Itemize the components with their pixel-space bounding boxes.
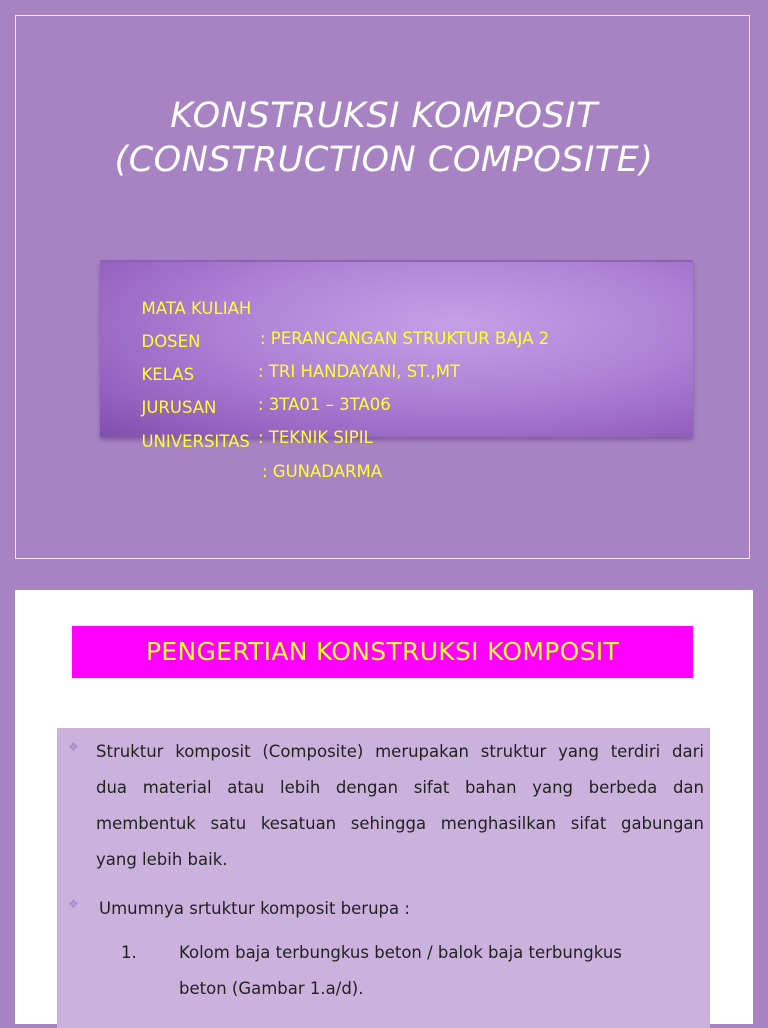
info-value: : PERANCANGAN STRUKTUR BAJA 2 — [260, 329, 550, 348]
section-heading-box — [72, 626, 693, 678]
info-label: UNIVERSITAS — [141, 432, 250, 451]
content-box — [57, 728, 710, 1028]
bullet-paragraph-1 — [96, 734, 704, 878]
list-item-line: Kolom baja terbungkus beton / balok baja terbungkus — [179, 943, 622, 962]
info-value: : GUNADARMA — [262, 462, 382, 481]
section-heading: PENGERTIAN KONSTRUKSI KOMPOSIT — [145, 637, 620, 666]
info-value: : 3TA01 – 3TA06 — [258, 395, 391, 414]
info-value: : TRI HANDAYANI, ST.,MT — [258, 362, 461, 381]
info-label: JURUSAN — [141, 398, 217, 417]
diamond-bullet-icon: ❖ — [68, 897, 79, 911]
title-line-2: (CONSTRUCTION COMPOSITE) — [114, 140, 654, 180]
definition-slide — [15, 590, 753, 1024]
course-info-box — [100, 260, 693, 481]
list-item-line: beton (Gambar 1.a/d). — [179, 979, 364, 998]
title-line-1: KONSTRUKSI KOMPOSIT — [170, 96, 598, 136]
info-label: MATA KULIAH — [141, 299, 252, 318]
diamond-bullet-icon: ❖ — [68, 740, 79, 754]
paragraph-line: dua material atau lebih dengan sifat bahan yang berbeda dan — [96, 778, 704, 797]
info-label: KELAS — [141, 365, 195, 384]
paragraph-line: Struktur komposit (Composite) merupakan struktur yang terdiri dari — [96, 742, 704, 761]
list-item-number: 1. — [121, 943, 137, 962]
info-value: : TEKNIK SIPIL — [258, 428, 373, 447]
paragraph-line: membentuk satu kesatuan sehingga menghasilkan sifat gabungan — [96, 814, 704, 833]
info-label: DOSEN — [141, 332, 201, 351]
paragraph-line: yang lebih baik. — [96, 850, 228, 869]
bullet-paragraph-2: Umumnya srtuktur komposit berupa : — [99, 899, 410, 918]
